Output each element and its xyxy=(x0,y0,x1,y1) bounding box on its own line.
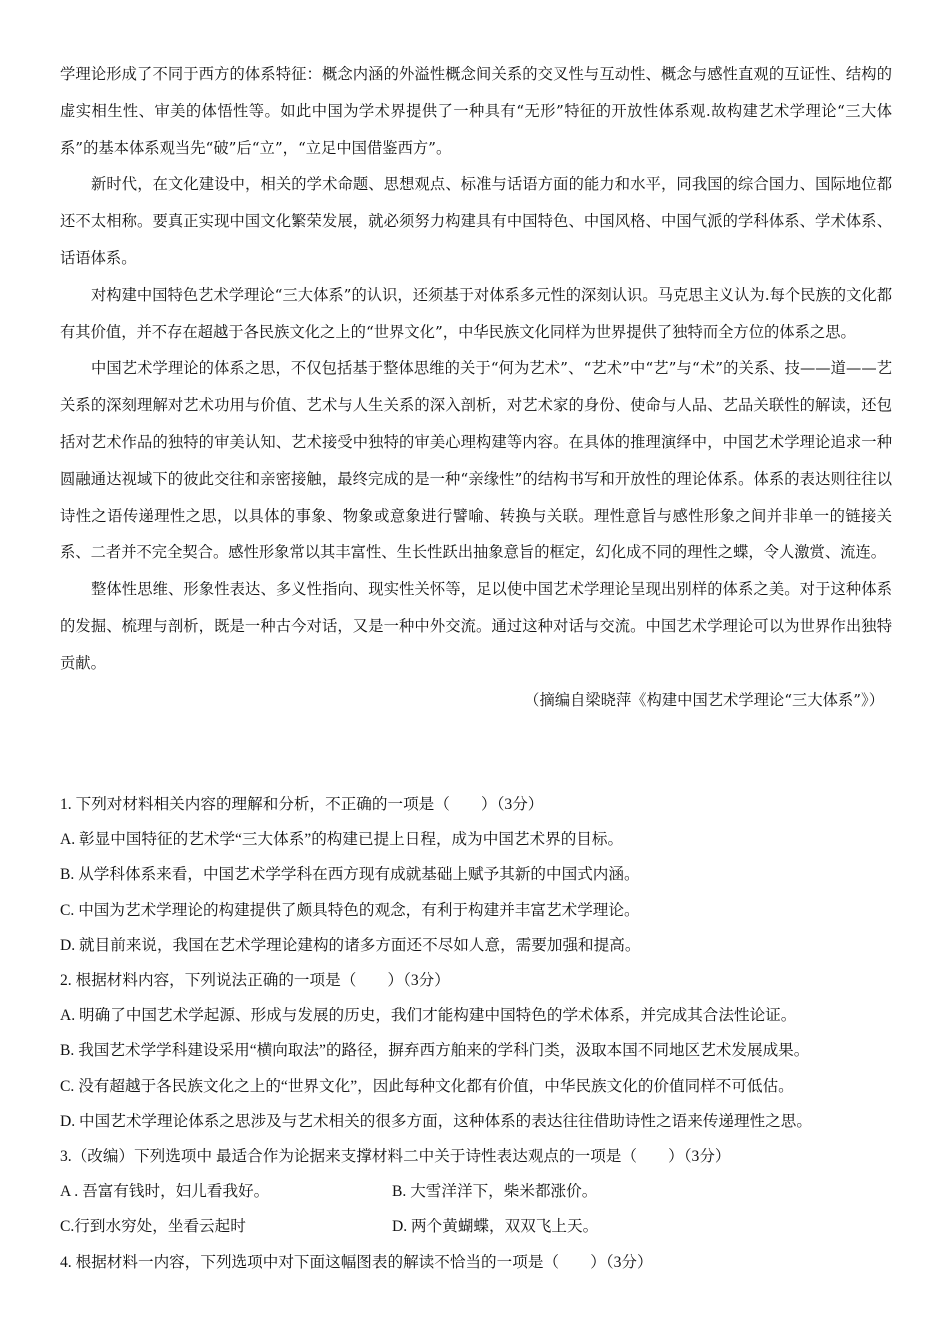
question-4-stem: 4. 根据材料一内容，下列选项中对下面这幅图表的解读不恰当的一项是（ ）（3分） xyxy=(60,1253,653,1271)
passage-paragraph-5: 整体性思维、形象性表达、多义性指向、现实性关怀等，足以使中国艺术学理论呈现出别样的体系之美。对于这种体系的发掘、梳理与剖析，既是一种古今对话，又是一种中外交流。通过这种对话与交流。中国艺术学理论可以为世界作出独特贡献。 xyxy=(60,580,892,672)
passage-paragraph-2: 新时代，在文化建设中，相关的学术命题、思想观点、标准与话语方面的能力和水平，同我国的综合国力、国际地位都还不太相称。要真正实现中国文化繁荣发展，就必须努力构建具有中国特色、中国风格、中国气派的学科体系、学术体系、话语体系。 xyxy=(60,175,892,267)
question-1-option-d: D. 就目前来说，我国在艺术学理论建构的诸多方面还不尽如人意，需要加强和提高。 xyxy=(60,936,641,954)
question-list xyxy=(60,787,910,1280)
passage-paragraph-4: 中国艺术学理论的体系之思，不仅包括基于整体思维的关于“何为艺术”、“艺术”中“艺”与“术”的关系、技——道——艺关系的深刻理解对艺术功用与价值、艺术与人生关系的深入剖析，对艺术家的身份、使命与人品、艺品关联性的解读，还包括对艺术作品的独特的审美认知、艺术接受中独特的审美心理构建等内容。在具体的推理演绎中，中国艺术学理论追求一种圆融通达视域下的彼此交往和亲密接触，最终完成的是一种“亲缘性”的结构书写和开放性的理论体系。体系的表达则往往以诗性之语传递理性之思，以具体的事象、物象或意象进行譬喻、转换与关联。理性意旨与感性形象之间并非单一的链接关系、二者并不完全契合。感性形象常以其丰富性、生长性跃出抽象意旨的框定，幻化成不同的理性之蝶，令人激赏、流连。 xyxy=(60,359,892,562)
passage-paragraph-1: 学理论形成了不同于西方的体系特征：概念内涵的外溢性概念间关系的交叉性与互动性、概念与感性直观的互证性、结构的虚实相生性、审美的体悟性等。如此中国为学术界提供了一种具有“无形”特征的开放性体系观.故构建艺术学理论“三大体系”的基本体系观当先“破”后“立”，“立足中国借鉴西方”。 xyxy=(60,65,892,157)
question-1-stem: 1. 下列对材料相关内容的理解和分析，不正确的一项是（ ）（3分） xyxy=(60,796,544,813)
question-1-option-a: A. 彰显中国特征的艺术学“三大体系”的构建已提上日程，成为中国艺术界的目标。 xyxy=(60,831,624,849)
question-1-option-c: C. 中国为艺术学理论的构建提供了颇具特色的观念，有利于构建并丰富艺术学理论。 xyxy=(60,901,640,919)
question-3-option-d: D. 两个黄蝴蝶，双双飞上天。 xyxy=(392,1218,599,1236)
passage-source: （摘编自梁晓萍《构建中国艺术学理论“三大体系”》） xyxy=(524,690,884,709)
question-2-option-c: C. 没有超越于各民族文化之上的“世界文化”，因此每种文化都有价值，中华民族文化的价值同样不可低估。 xyxy=(60,1077,794,1095)
question-3-option-b: B. 大雪洋洋下，柴米都涨价。 xyxy=(392,1183,598,1201)
question-3-option-a: A . 吾富有钱时，妇儿看我好。 xyxy=(60,1183,270,1201)
question-2-option-d: D. 中国艺术学理论体系之思涉及与艺术相关的很多方面，这种体系的表达往往借助诗性之语来传递理性之思。 xyxy=(60,1112,812,1130)
question-3-stem: 3.（改编）下列选项中 最适合作为论据来支撑材料二中关于诗性表达观点的一项是（ ）（3分） xyxy=(60,1148,731,1166)
question-2-option-b: B. 我国艺术学学科建设采用“横向取法”的路径，摒弃西方舶来的学科门类，汲取本国不同地区艺术发展成果。 xyxy=(60,1042,810,1060)
question-3-options-row-2 xyxy=(60,1209,910,1244)
question-1-option-b: B. 从学科体系来看，中国艺术学学科在西方现有成就基础上赋予其新的中国式内涵。 xyxy=(60,866,640,884)
question-2-option-a: A. 明确了中国艺术学起源、形成与发展的历史，我们才能构建中国特色的学术体系，并完成其合法性论证。 xyxy=(60,1007,797,1025)
question-2-stem: 2. 根据材料内容，下列说法正确的一项是（ ）（3分） xyxy=(60,972,450,990)
reading-passage xyxy=(60,56,892,718)
question-3-option-c: C.行到水穷处，坐看云起时 xyxy=(60,1218,246,1236)
passage-paragraph-3: 对构建中国特色艺术学理论“三大体系”的认识，还须基于对体系多元性的深刻认识。马克思主义认为.每个民族的文化都有其价值，并不存在超越于各民族文化之上的“世界文化”，中华民族文化同样为世界提供了独特而全方位的体系之思。 xyxy=(60,285,892,341)
question-3-options-row-1 xyxy=(60,1174,910,1209)
